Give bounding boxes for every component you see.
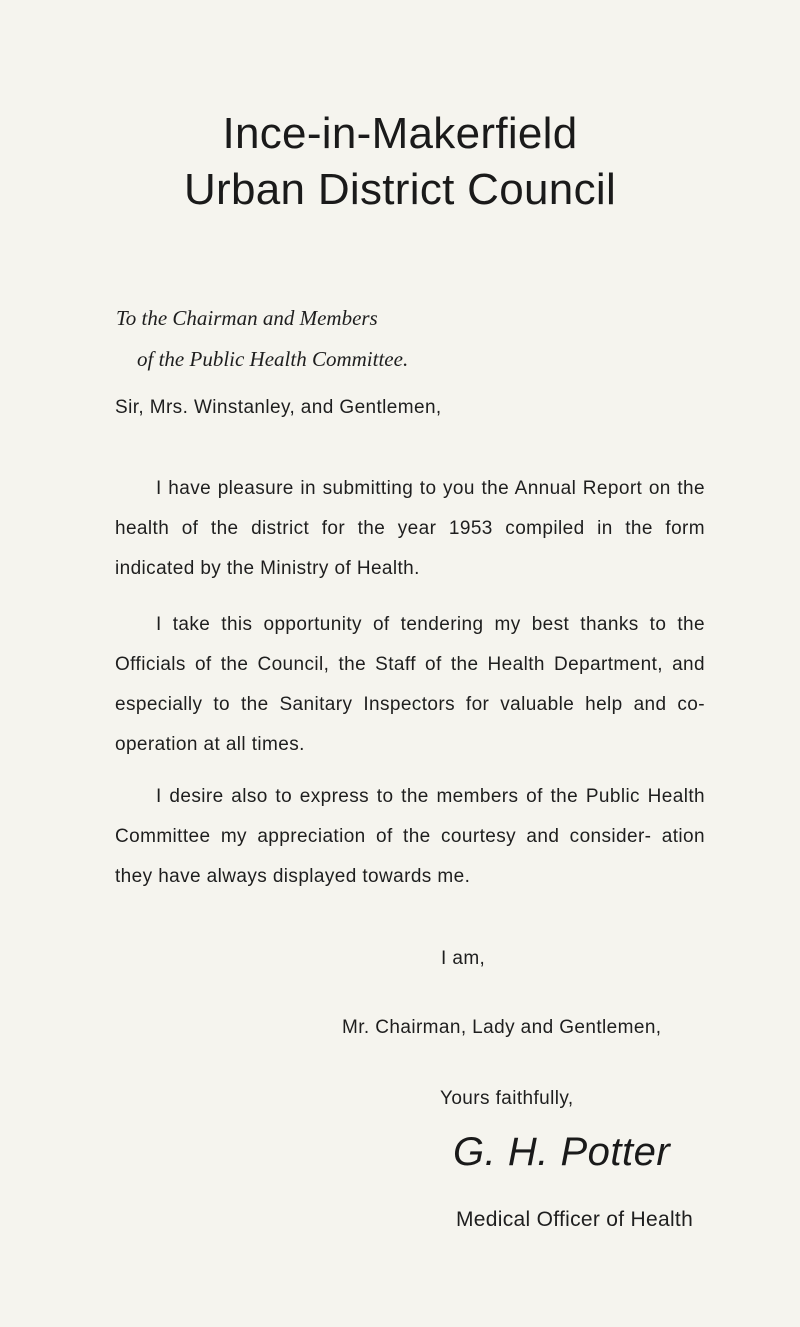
council-name-line2: Urban District Council: [183, 165, 617, 214]
council-name-line1: Ince-in-Makerfield: [222, 109, 578, 158]
salutation: Sir, Mrs. Winstanley, and Gentlemen,: [115, 397, 442, 418]
paragraph-annual-report: I have pleasure in submitting to you the Annual Report on the health of the district for the year 1953 compiled in the form indicated by the Ministry of Health.: [115, 478, 705, 579]
closing-yours-faithfully: Yours faithfully,: [440, 1088, 574, 1109]
closing-i-am: I am,: [441, 948, 486, 969]
addressee-line1: To the Chairman and Members: [116, 306, 378, 330]
signature: G. H. Potter: [453, 1130, 671, 1174]
paragraph-thanks: I take this opportunity of tendering my best thanks to the Officials of the Council, the Staff of the Health Department, and especially to the Sanitary Inspectors for valuable help and co-operation at all times.: [115, 614, 705, 755]
addressee-line2: of the Public Health Committee.: [137, 347, 409, 371]
closing-salutation: Mr. Chairman, Lady and Gentlemen,: [342, 1017, 662, 1038]
paragraph-appreciation: I desire also to express to the members of the Public Health Committee my appreciation of the courtesy and consider- ation they have always displayed towards me.: [115, 786, 705, 887]
signatory-title: Medical Officer of Health: [456, 1208, 694, 1231]
